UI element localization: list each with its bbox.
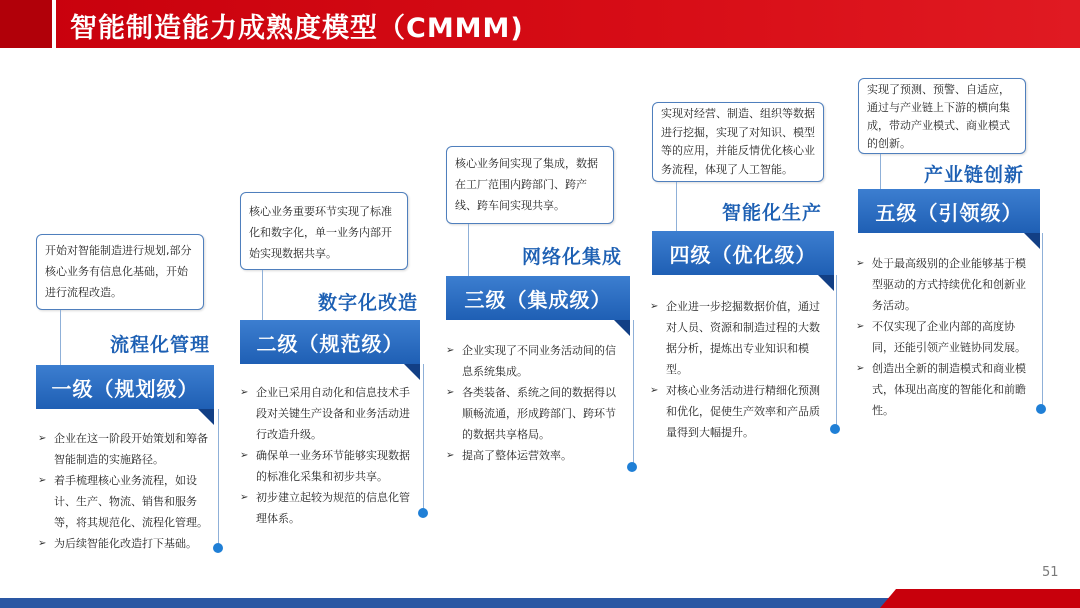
level-4-end-dot — [830, 424, 840, 434]
level-5-stage-label: 产业链创新 — [924, 164, 1025, 186]
level-5-end-dot — [1036, 404, 1046, 414]
footer-red-accent — [880, 589, 1080, 608]
level-3-connector — [468, 224, 469, 276]
arrow-bullet-icon: ➢ — [446, 450, 455, 461]
level-1-connector — [60, 310, 61, 368]
level-2-end-dot — [418, 508, 428, 518]
arrow-bullet-icon: ➢ — [650, 301, 659, 312]
level-2-bullet: ➢ 确保单一业务环节能够实现数据的标准化采集和初步共享。 — [240, 445, 418, 487]
level-3-bullet: ➢ 各类装备、系统之间的数据得以顺畅流通，形成跨部门、跨环节的数据共享格局。 — [446, 382, 626, 445]
level-1-bar — [36, 365, 214, 409]
level-1-bullet: ➢ 企业在这一阶段开始策划和筹备智能制造的实施路径。 — [38, 428, 210, 470]
level-3-bullet: ➢ 提高了整体运营效率。 — [446, 445, 626, 466]
level-2-stage-label: 数字化改造 — [318, 292, 419, 314]
level-2-bullet: ➢ 企业已采用自动化和信息技术手段对关键生产设备和业务活动进行改造升级。 — [240, 382, 418, 445]
level-4-bullet: ➢ 企业进一步挖掘数据价值，通过对人员、资源和制造过程的大数据分析，提炼出专业知识和模型。 — [650, 296, 828, 380]
level-5-bar-label: 五级（引领级） — [875, 200, 1023, 225]
level-3-dotline — [633, 320, 634, 466]
level-5-dotline — [1042, 233, 1043, 405]
arrow-bullet-icon: ➢ — [38, 433, 47, 444]
title-bar — [0, 0, 1080, 48]
arrow-bullet-icon: ➢ — [38, 475, 47, 486]
level-1-info-text: 开始对智能制造进行规划,部分核心业务有信息化基础，开始进行流程改造。 — [45, 244, 192, 299]
arrow-bullet-icon: ➢ — [240, 450, 249, 461]
arrow-bullet-icon: ➢ — [446, 345, 455, 356]
level-4-bullet: ➢ 对核心业务活动进行精细化预测和优化，促使生产效率和产品质量得到大幅提升。 — [650, 380, 828, 443]
level-1-bar-fold — [198, 409, 214, 425]
level-4-connector — [676, 182, 677, 232]
level-4-stage-label: 智能化生产 — [722, 202, 823, 224]
level-2-bar-fold — [404, 364, 420, 380]
level-5-info-box — [858, 78, 1026, 154]
level-3-bar-fold — [614, 320, 630, 336]
level-4-bar-fold — [818, 275, 834, 291]
level-2-bar — [240, 320, 420, 364]
level-3-bar-label: 三级（集成级） — [464, 287, 612, 312]
arrow-bullet-icon: ➢ — [446, 387, 455, 398]
level-3-bullet: ➢ 企业实现了不同业务活动间的信息系统集成。 — [446, 340, 626, 382]
level-4-bullets — [650, 296, 828, 443]
level-3-bar — [446, 276, 630, 320]
level-1-end-dot — [213, 543, 223, 553]
page-number: 51 — [1042, 565, 1059, 580]
level-3-info-box — [446, 146, 614, 224]
level-4-bar — [652, 231, 834, 275]
level-1-bullets — [38, 428, 210, 554]
level-5-info-text: 实现了预测、预警、自适应，通过与产业链上下游的横向集成，带动产业模式、商业模式的创新。 — [867, 83, 1010, 150]
level-2-bullet: ➢ 初步建立起较为规范的信息化管理体系。 — [240, 487, 418, 529]
level-1-stage-label: 流程化管理 — [110, 334, 211, 356]
level-4-bar-label: 四级（优化级） — [669, 242, 817, 267]
level-3-stage-label: 网络化集成 — [522, 246, 623, 268]
level-2-dotline — [423, 364, 424, 512]
level-1-bar-label: 一级（规划级） — [51, 376, 199, 401]
arrow-bullet-icon: ➢ — [38, 538, 47, 549]
title-accent-block — [0, 0, 52, 48]
level-1-dotline — [218, 409, 219, 545]
level-2-info-box — [240, 192, 408, 270]
arrow-bullet-icon: ➢ — [240, 492, 249, 503]
level-3-info-text: 核心业务间实现了集成，数据在工厂范围内跨部门、跨产线、跨车间实现共享。 — [455, 157, 598, 212]
title-separator — [52, 0, 56, 48]
arrow-bullet-icon: ➢ — [856, 321, 865, 332]
level-5-bullets — [856, 253, 1036, 421]
arrow-bullet-icon: ➢ — [240, 387, 249, 398]
level-2-info-text: 核心业务重要环节实现了标准化和数字化，单一业务内部开始实现数据共享。 — [249, 205, 392, 260]
level-3-end-dot — [627, 462, 637, 472]
arrow-bullet-icon: ➢ — [650, 385, 659, 396]
level-5-bar-fold — [1024, 233, 1040, 249]
level-5-bullet: ➢ 处于最高级别的企业能够基于模型驱动的方式持续优化和创新业务活动。 — [856, 253, 1036, 316]
page-title: 智能制造能力成熟度模型（CMMM) — [70, 13, 524, 44]
level-4-info-box — [652, 102, 824, 182]
level-2-bar-label: 二级（规范级） — [256, 331, 404, 356]
level-4-dotline — [836, 275, 837, 427]
level-2-bullets — [240, 382, 418, 529]
level-1-bullet: ➢ 为后续智能化改造打下基础。 — [38, 533, 210, 554]
level-2-connector — [262, 270, 263, 320]
arrow-bullet-icon: ➢ — [856, 258, 865, 269]
arrow-bullet-icon: ➢ — [856, 363, 865, 374]
level-1-bullet: ➢ 着手梳理核心业务流程，如设计、生产、物流、销售和服务等，将其规范化、流程化管理。 — [38, 470, 210, 533]
level-5-bar — [858, 189, 1040, 233]
level-4-info-text: 实现对经营、制造、组织等数据进行挖掘，实现了对知识、模型等的应用，并能反情优化核心业务流程，体现了人工智能。 — [661, 107, 815, 176]
level-3-bullets — [446, 340, 626, 466]
level-5-bullet: ➢ 创造出全新的制造模式和商业模式，体现出高度的智能化和前瞻性。 — [856, 358, 1036, 421]
level-5-connector — [880, 154, 881, 190]
level-5-bullet: ➢ 不仅实现了企业内部的高度协同，还能引领产业链协同发展。 — [856, 316, 1036, 358]
level-1-info-box — [36, 234, 204, 310]
